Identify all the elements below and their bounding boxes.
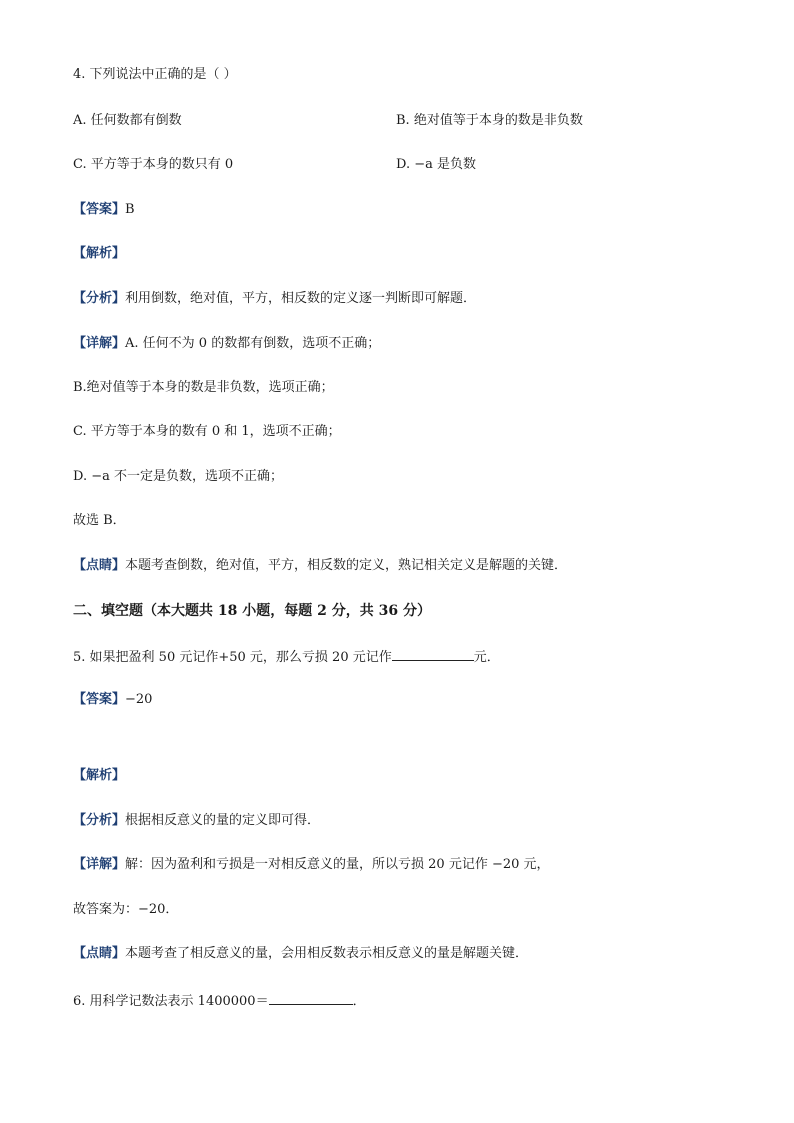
q4-stem: 4. 下列说法中正确的是（ ） bbox=[73, 67, 237, 82]
answer-tag: 【答案】 bbox=[73, 202, 126, 217]
q4-analysis-tag: 【解析】 bbox=[73, 246, 126, 261]
answer-value: −20 bbox=[125, 692, 153, 707]
answer-value: B bbox=[125, 202, 135, 217]
xiangjie-tag: 【详解】 bbox=[73, 336, 126, 351]
dianjing-tag: 【点睛】 bbox=[73, 946, 126, 961]
fenxi-tag: 【分析】 bbox=[73, 813, 126, 828]
q4-answer bbox=[73, 201, 135, 219]
q6-stem bbox=[73, 990, 366, 1011]
xiangjie-text: 解：因为盈利和亏损是一对相反意义的量，所以亏损 20 元记作 −20 元， bbox=[125, 857, 550, 872]
answer-blank bbox=[392, 646, 474, 661]
xiangjie-conclusion: 故选 B． bbox=[73, 513, 126, 528]
q4-fenxi bbox=[73, 290, 476, 308]
xiangjie-line: A. 任何不为 0 的数都有倒数，选项不正确； bbox=[125, 336, 381, 351]
xiangjie-line: B.绝对值等于本身的数是非负数，选项正确； bbox=[73, 380, 334, 395]
xiangjie-line: D. −a 不一定是负数，选项不正确； bbox=[73, 469, 283, 484]
xiangjie-line: C. 平方等于本身的数有 0 和 1，选项不正确； bbox=[73, 424, 341, 439]
q4-option-a: A. 任何数都有倒数 bbox=[73, 113, 182, 128]
q6-stem-b: ． bbox=[352, 994, 366, 1009]
q5-conclusion: 故答案为：−20． bbox=[73, 902, 179, 917]
section-heading: 二、填空题（本大题共 18 小题，每题 2 分，共 36 分） bbox=[73, 603, 431, 619]
q4-xiangjie bbox=[73, 335, 380, 353]
dianjing-tag: 【点睛】 bbox=[73, 558, 126, 573]
q4-option-c: C. 平方等于本身的数只有 0 bbox=[73, 157, 234, 172]
answer-blank bbox=[269, 990, 353, 1005]
xiangjie-tag: 【详解】 bbox=[73, 857, 126, 872]
q4-option-d: D. −a 是负数 bbox=[396, 157, 476, 172]
q6-stem-a: 6. 用科学记数法表示 1400000＝ bbox=[73, 994, 269, 1009]
q5-dianjing bbox=[73, 945, 528, 963]
q4-dianjing bbox=[73, 557, 567, 575]
fenxi-tag: 【分析】 bbox=[73, 291, 126, 306]
fenxi-text: 利用倒数，绝对值，平方，相反数的定义逐一判断即可解题． bbox=[125, 291, 477, 306]
q5-answer bbox=[73, 691, 152, 709]
q5-stem bbox=[73, 646, 500, 667]
answer-tag: 【答案】 bbox=[73, 692, 126, 707]
q5-fenxi bbox=[73, 812, 320, 830]
dianjing-text: 本题考查了相反意义的量，会用相反数表示相反意义的量是解题关键． bbox=[125, 946, 529, 961]
q5-analysis-tag: 【解析】 bbox=[73, 768, 126, 783]
q5-stem-a: 5. 如果把盈利 50 元记作+50 元，那么亏损 20 元记作 bbox=[73, 650, 392, 665]
q5-stem-b: 元． bbox=[473, 650, 500, 665]
q5-xiangjie bbox=[73, 856, 550, 874]
fenxi-text: 根据相反意义的量的定义即可得． bbox=[125, 813, 321, 828]
q4-option-b: B. 绝对值等于本身的数是非负数 bbox=[396, 113, 583, 128]
dianjing-text: 本题考查倒数，绝对值，平方，相反数的定义，熟记相关定义是解题的关键． bbox=[125, 558, 568, 573]
